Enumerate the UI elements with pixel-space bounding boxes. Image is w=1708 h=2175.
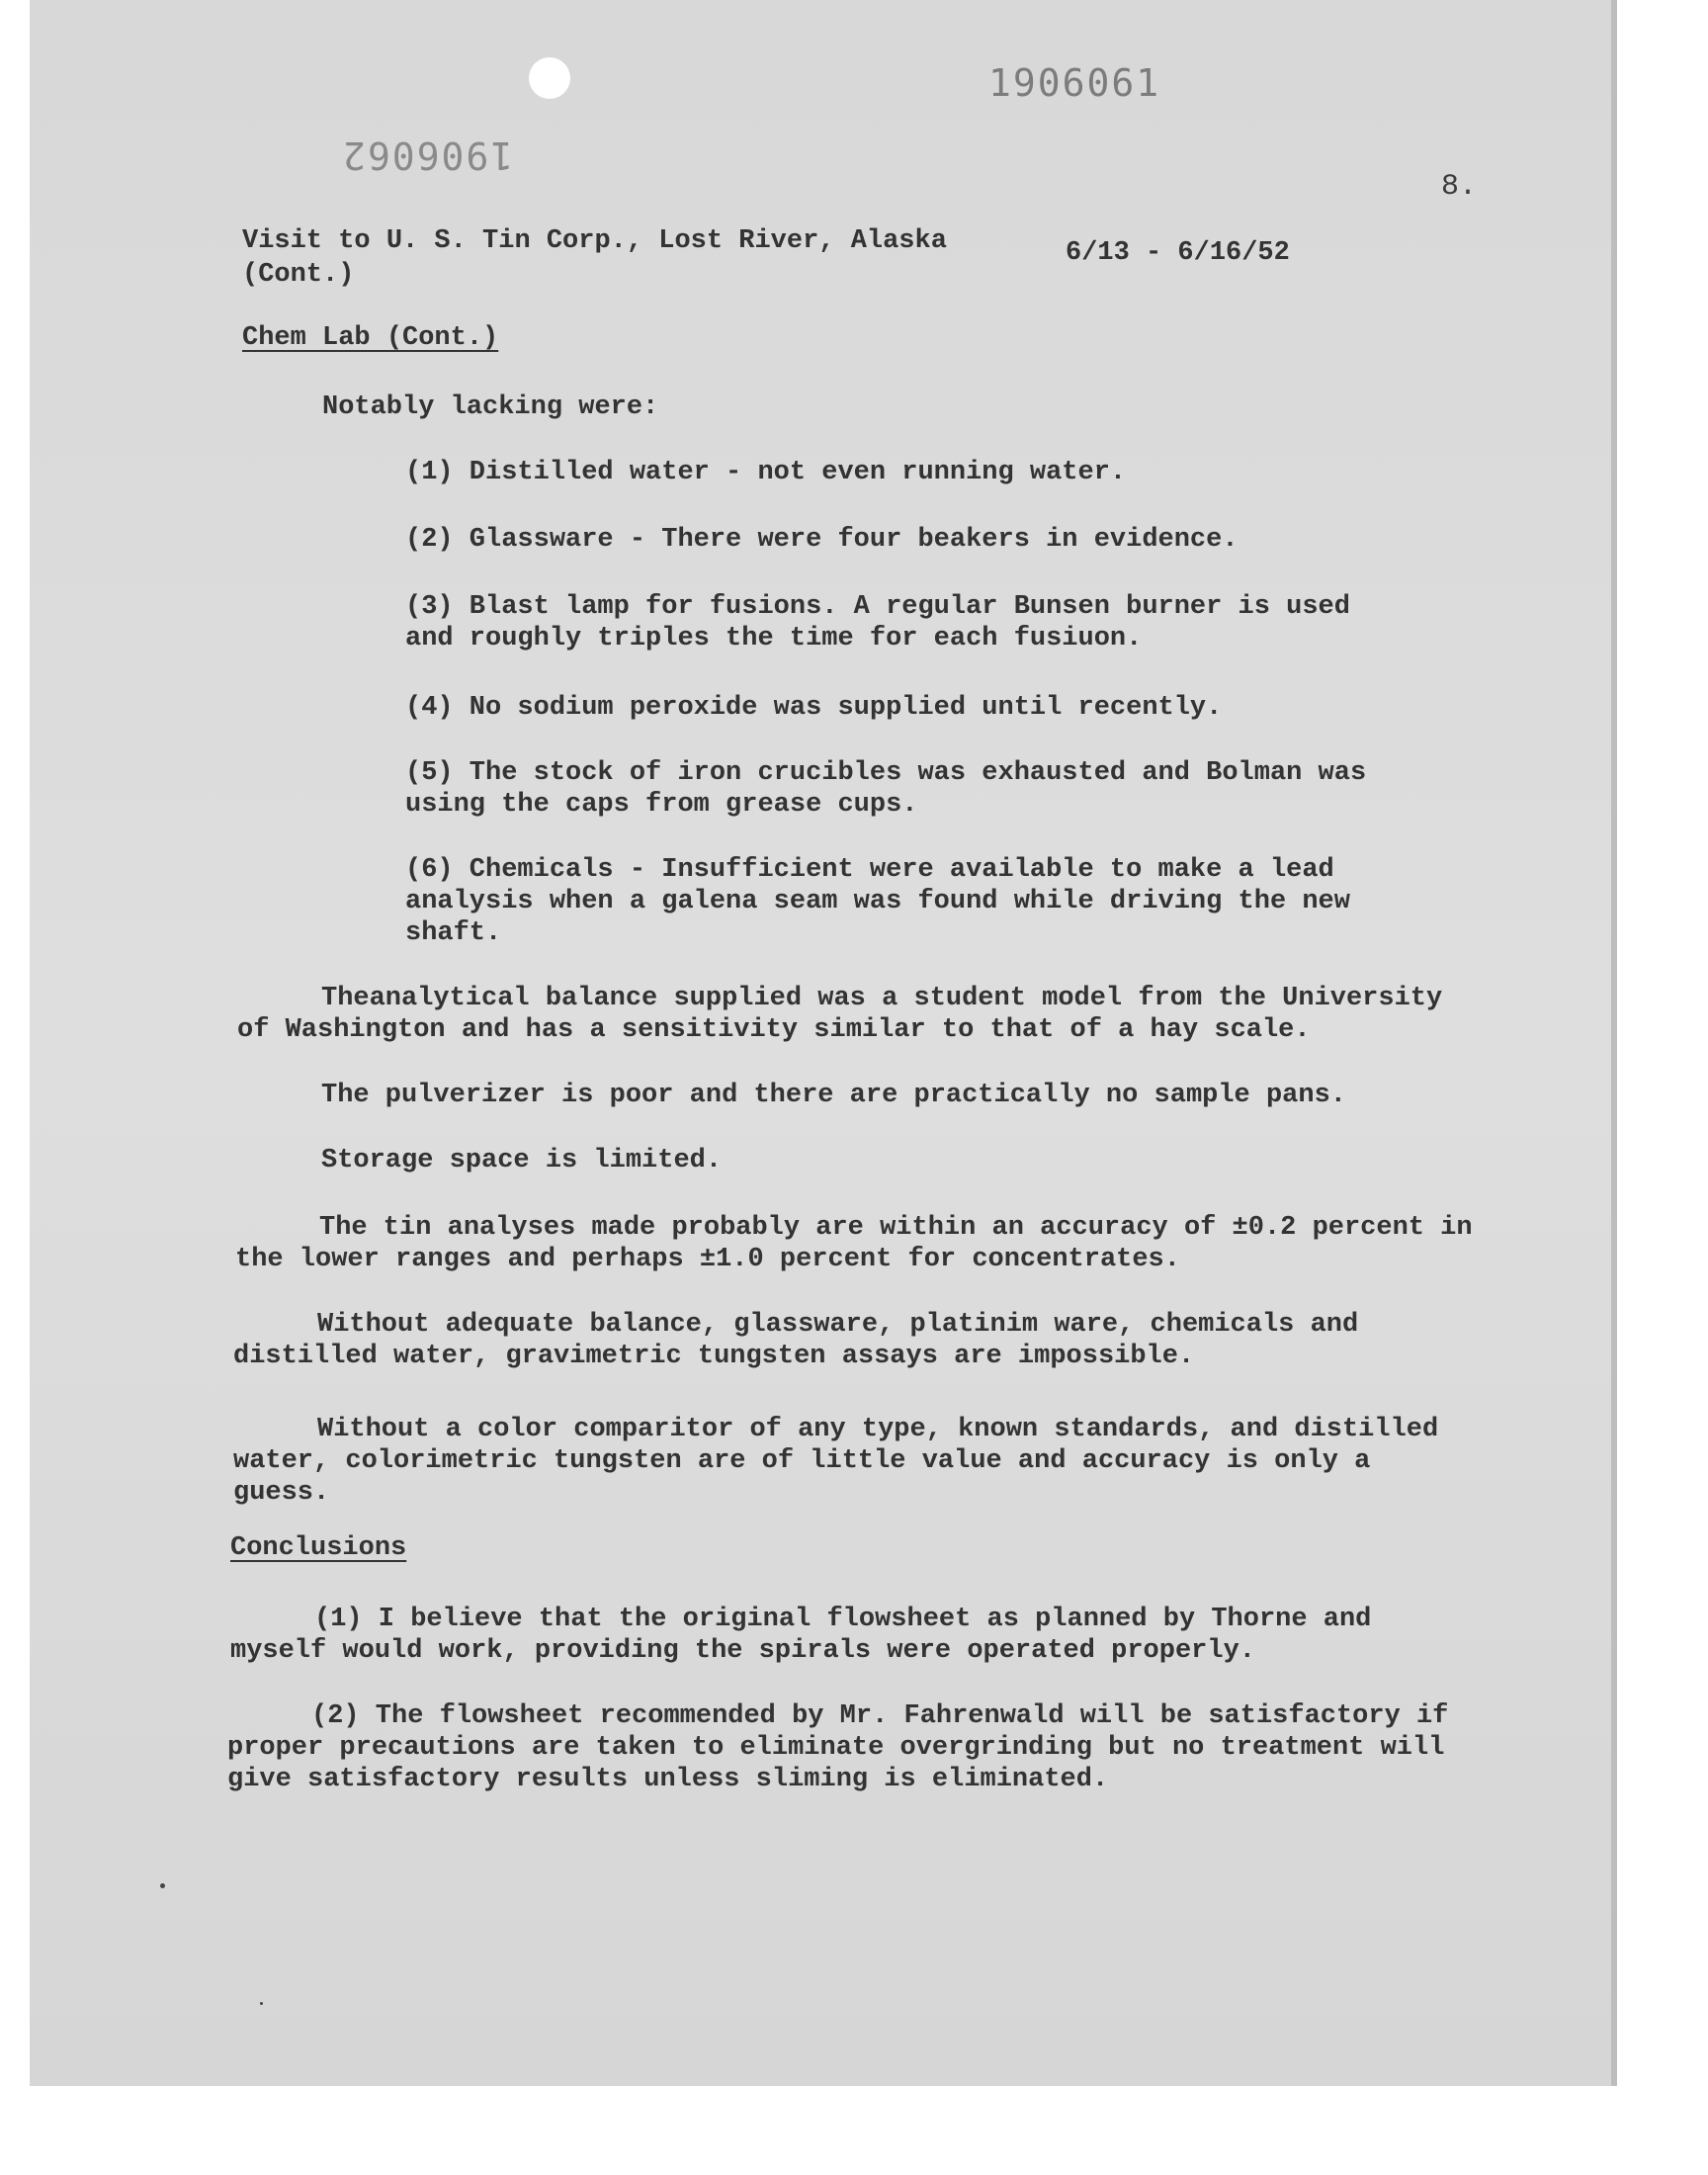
document-title-continued: (Cont.) — [242, 260, 355, 290]
conclusion-item: (1) I believe that the original flowsheet as planned by Thorne and myself would work, providing the spirals were operated properly. — [230, 1605, 1372, 1666]
paragraph-balance: Theanalytical balance supplied was a student model from the University of Washington and has a sensitivity similar to that of a hay scale. — [237, 984, 1443, 1045]
section-heading-conclusions: Conclusions — [230, 1533, 407, 1563]
page-number: 8. — [1441, 170, 1478, 204]
document-date: 6/13 - 6/16/52 — [1066, 238, 1290, 268]
page-edge-shadow — [1611, 0, 1617, 2086]
document-number-stamp: 1906061 — [988, 61, 1161, 105]
document-title: Visit to U. S. Tin Corp., Lost River, Alaska — [242, 226, 947, 256]
lacking-item: (6) Chemicals - Insufficient were available to make a lead analysis when a galena seam was found while driving the new shaft. — [405, 855, 1350, 948]
speck-mark — [260, 2002, 263, 2005]
paragraph-tin-analyses: The tin analyses made probably are within an accuracy of ±0.2 percent in the lower ranges and perhaps ±1.0 percent for concentrates. — [235, 1213, 1473, 1274]
paragraph-pulverizer: The pulverizer is poor and there are practically no sample pans. — [321, 1081, 1346, 1110]
lacking-item: (2) Glassware - There were four beakers in evidence. — [405, 525, 1238, 555]
notably-lacking-intro: Notably lacking were: — [322, 392, 659, 422]
conclusion-item: (2) The flowsheet recommended by Mr. Fahrenwald will be satisfactory if proper precautions are taken to eliminate overgrinding but no treatment will give satisfactory results unless sliming is eliminated. — [227, 1701, 1449, 1794]
paragraph-colorimetric: Without a color comparitor of any type, known standards, and distilled water, colorimetric tungsten are of little value and accuracy is only a guess. — [233, 1415, 1439, 1508]
lacking-item: (3) Blast lamp for fusions. A regular Bunsen burner is used and roughly triples the time for each fusiuon. — [405, 592, 1350, 653]
paragraph-storage: Storage space is limited. — [321, 1146, 723, 1175]
speck-mark — [160, 1883, 165, 1888]
punch-hole — [529, 57, 570, 99]
lacking-item: (4) No sodium peroxide was supplied until recently. — [405, 693, 1223, 723]
paragraph-gravimetric: Without adequate balance, glassware, platinim ware, chemicals and distilled water, gravimetric tungsten assays are impossible. — [233, 1310, 1359, 1371]
lacking-item: (5) The stock of iron crucibles was exhausted and Bolman was using the caps from grease cups. — [405, 758, 1367, 820]
lacking-item: (1) Distilled water - not even running water. — [405, 458, 1127, 487]
mirrored-document-number-stamp: 1906062 — [341, 133, 514, 177]
section-heading-chem-lab: Chem Lab (Cont.) — [242, 323, 499, 353]
